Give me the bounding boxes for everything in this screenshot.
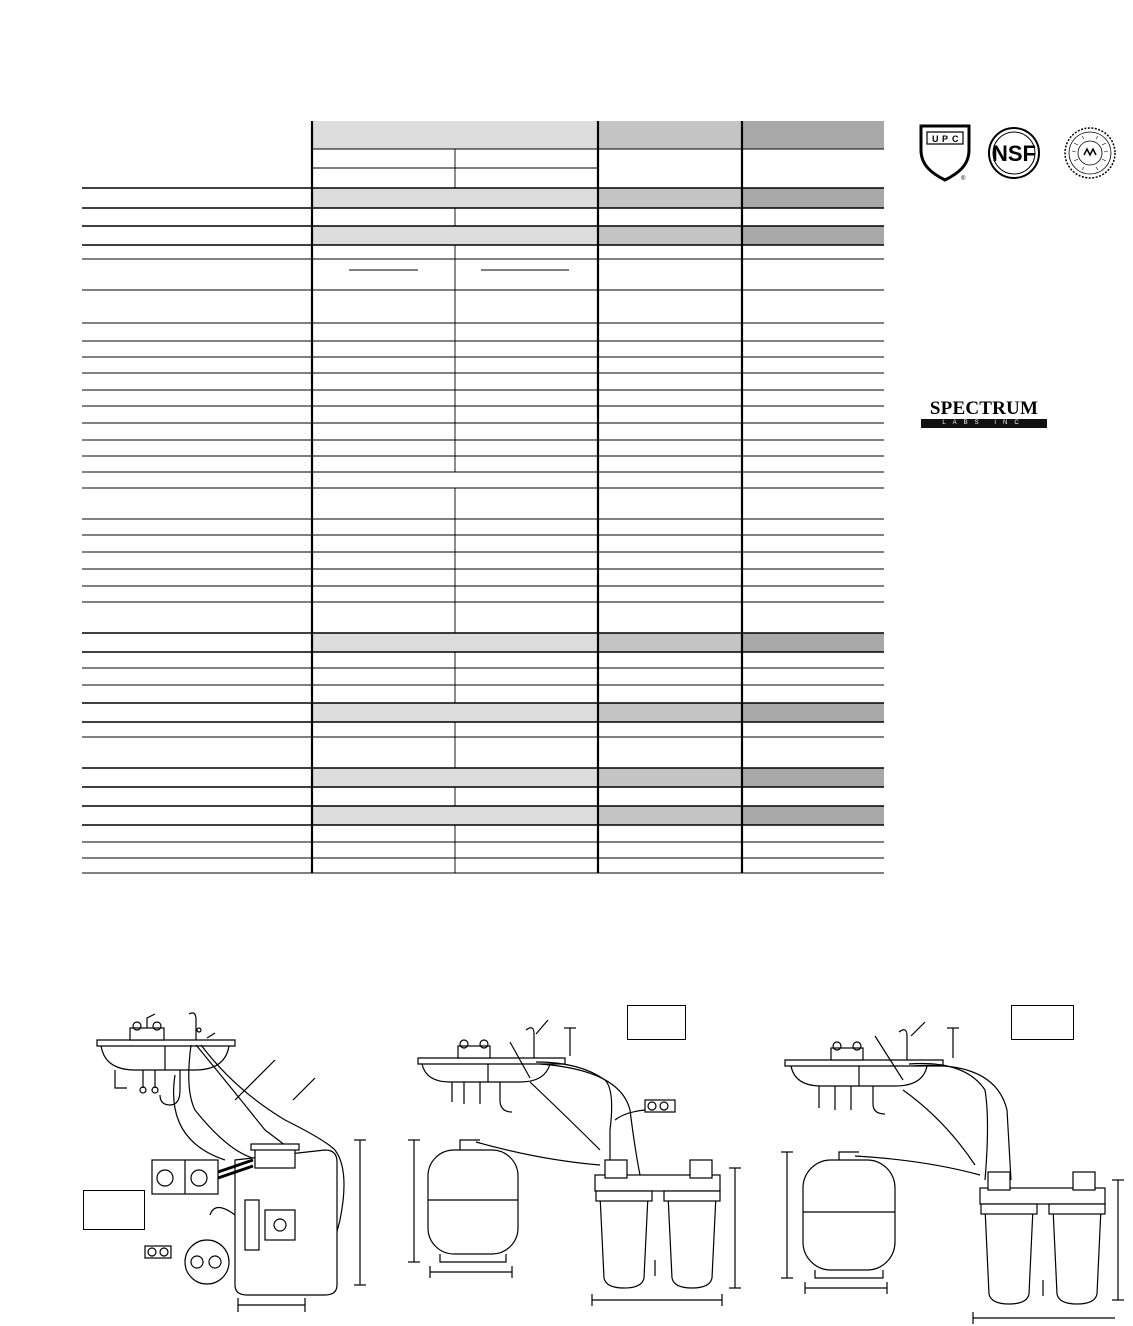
installation-diagram-3 <box>775 1000 1133 1326</box>
upc-logo <box>917 122 973 184</box>
section-band <box>312 768 598 787</box>
diagram-1-label-box <box>83 1190 145 1230</box>
section-band <box>598 703 742 722</box>
section-band <box>742 703 884 722</box>
section-band <box>742 226 884 245</box>
nsf-logo <box>987 126 1043 180</box>
section-band <box>742 806 884 825</box>
section-band <box>742 768 884 787</box>
upc-letter-c: C <box>952 134 959 144</box>
upc-letter-p: P <box>942 134 949 144</box>
header-band-3 <box>742 121 884 149</box>
installation-diagram-1 <box>75 1000 375 1320</box>
upc-letter-u: U <box>932 134 939 144</box>
diagram-2-label-box <box>627 1005 686 1040</box>
header-band-2 <box>598 121 742 149</box>
spectrum-logo <box>921 400 1047 428</box>
section-band <box>598 806 742 825</box>
section-band <box>312 806 598 825</box>
section-band <box>312 226 598 245</box>
installation-diagram-2 <box>400 1000 745 1320</box>
seal-logo <box>1062 125 1118 181</box>
upc-registered: ® <box>961 176 966 182</box>
diagram-3-label-box <box>1011 1005 1074 1040</box>
section-band <box>312 703 598 722</box>
section-band <box>598 226 742 245</box>
section-band <box>598 633 742 652</box>
section-band <box>598 768 742 787</box>
section-band <box>742 188 884 208</box>
spectrum-wordmark: SPECTRUM <box>929 398 1039 419</box>
section-band <box>312 188 598 208</box>
nsf-text: NSF <box>992 141 1036 166</box>
section-band <box>742 633 884 652</box>
section-band <box>598 188 742 208</box>
spectrum-tagline: LABS INC <box>921 419 1047 428</box>
header-band-1 <box>312 121 598 149</box>
section-band <box>312 633 598 652</box>
